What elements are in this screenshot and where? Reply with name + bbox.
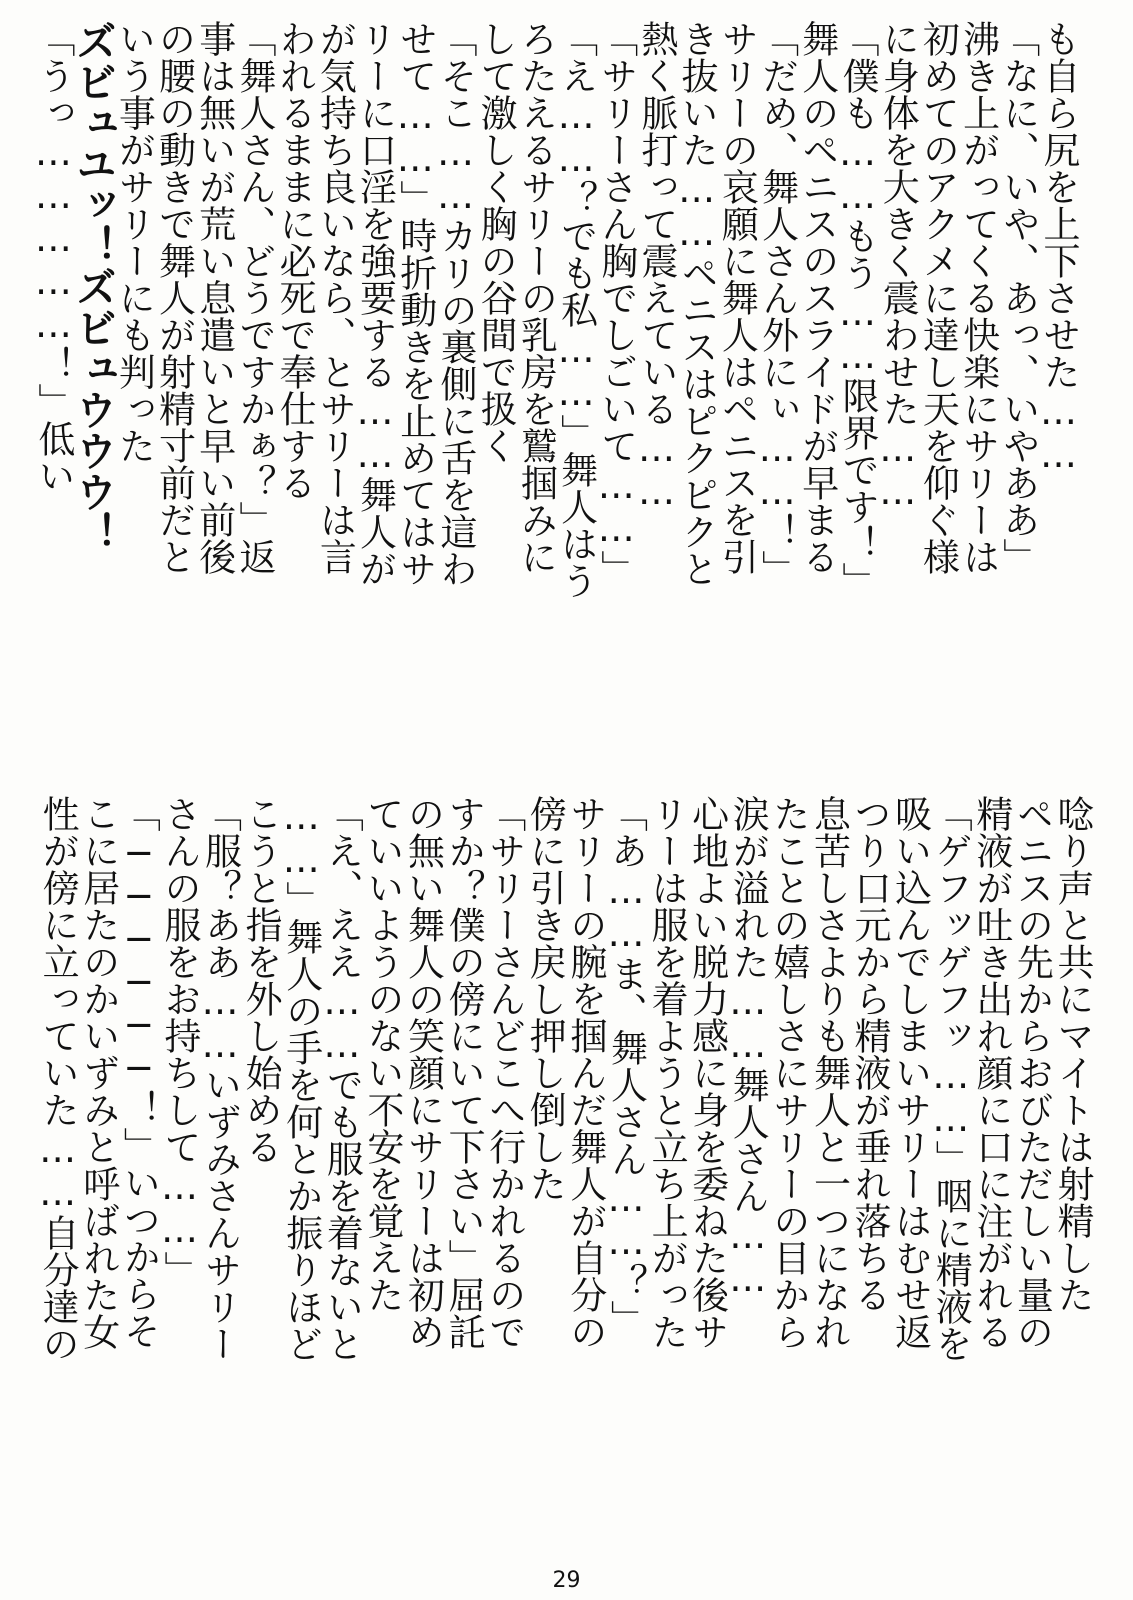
- text-block-top: [31, 20, 1080, 772]
- text-line: 涙が溢れた……舞人さん……: [726, 795, 770, 1300]
- text-line: 初めてのアクメに達し天を仰ぐ様: [916, 20, 960, 575]
- text-line: いう事がサリーにも判った: [112, 20, 156, 464]
- text-line: 「だめ、舞人さん外にぃ……！」: [755, 20, 799, 587]
- text-line: リーに口淫を強要する……舞人が: [353, 20, 397, 587]
- text-line: 傍に引き戻し押し倒した: [523, 795, 567, 1202]
- text-line: 事は無いが荒い息遣いと早い前後: [192, 20, 236, 575]
- text-line: 「サリーさんどこへ行かれるので: [482, 795, 526, 1350]
- text-line: 唸り声と共にマイトは射精した: [1051, 795, 1094, 1313]
- text-line: 息苦しさよりも舞人と一つになれ: [807, 795, 851, 1350]
- text-line: も自ら尻を上下させた……: [1037, 20, 1080, 476]
- text-line: 「サリーさん胸でしごいて……」: [594, 20, 638, 587]
- text-line: 「──────！」いつからそ: [117, 795, 161, 1349]
- text-line: サリーの哀願に舞人はペニスを引: [715, 20, 759, 575]
- text-line: ……」舞人の手を何とか振りほど: [279, 795, 323, 1362]
- page-number: 29: [552, 1568, 581, 1593]
- text-line: 沸き上がってくる快楽にサリーは: [956, 20, 1000, 575]
- text-line: 「あ……ま、舞人さん……？」: [604, 795, 648, 1337]
- text-line: リーは服を着ようと立ち上がった: [645, 795, 689, 1350]
- text-line: 「僕も……もう……限界です！」: [835, 20, 879, 599]
- text-block-bottom: [36, 795, 1094, 1567]
- text-line: つり口元から精液が垂れ落ちる: [848, 795, 892, 1313]
- text-line: して激しく胸の谷間で扱く: [474, 20, 518, 464]
- text-line: 精液が吐き出れ顔に口に注がれる: [969, 795, 1013, 1350]
- text-line: 舞人のペニスのスライドが早まる: [795, 20, 839, 575]
- text-line: 「え……？でも私……」舞人はう: [554, 20, 598, 599]
- text-line: われるままに必死で奉仕する: [273, 20, 317, 501]
- text-line: 熱く脈打って震えている……: [634, 20, 678, 513]
- text-line: 性が傍に立っていた……自分達の: [36, 795, 80, 1362]
- text-line: が気持ち良いなら、とサリーは言: [313, 20, 357, 575]
- text-line: 「舞人さん、どうですかぁ？」返: [232, 20, 276, 575]
- text-line: こに居たのかいずみと呼ばれた女: [76, 795, 120, 1350]
- text-line: き抜いた……ペニスはピクピクと: [675, 20, 719, 587]
- text-line: すか？僕の傍にいて下さい」屈託: [442, 795, 486, 1350]
- text-line: 「え、ええ……でも服を着ないと: [320, 795, 364, 1362]
- text-line: せて……」時折動きを止めてはサ: [393, 20, 437, 587]
- text-line: 「うっ……………！」低い: [31, 20, 75, 494]
- text-line: 吸い込んでしまいサリーはむせ返: [888, 795, 932, 1350]
- text-line: ろたえるサリーの乳房を鷲掴みに: [514, 20, 558, 575]
- text-line: に身体を大きく震わせた……: [876, 20, 920, 513]
- text-line: さんの服をお持ちして……」: [157, 795, 201, 1288]
- text-line: 「そこ……カリの裏側に舌を這わ: [433, 20, 477, 587]
- text-line: 「服？ああ……いずみさんサリー: [198, 795, 242, 1362]
- text-line: 「なに、いや、あっ、いやああ」: [996, 20, 1040, 575]
- text-line: サリーの腕を掴んだ舞人が自分の: [563, 795, 607, 1350]
- text-line: の無い舞人の笑顔にサリーは初め: [401, 795, 445, 1350]
- text-line: ズビュユッ！ズビュウウウ！: [69, 20, 118, 553]
- text-line: こうと指を外し始める: [239, 795, 283, 1165]
- text-line: 「ゲフッゲフッ……」咽に精液を: [929, 795, 973, 1362]
- text-line: ていいようのない不安を覚えた: [360, 795, 404, 1313]
- text-line: ペニスの先からおびただしい量の: [1010, 795, 1054, 1350]
- text-line: たことの嬉しさにサリーの目から: [766, 795, 810, 1350]
- text-line: の腰の動きで舞人が射精寸前だと: [152, 20, 196, 575]
- text-line: 心地よい脱力感に身を委ねた後サ: [685, 795, 729, 1350]
